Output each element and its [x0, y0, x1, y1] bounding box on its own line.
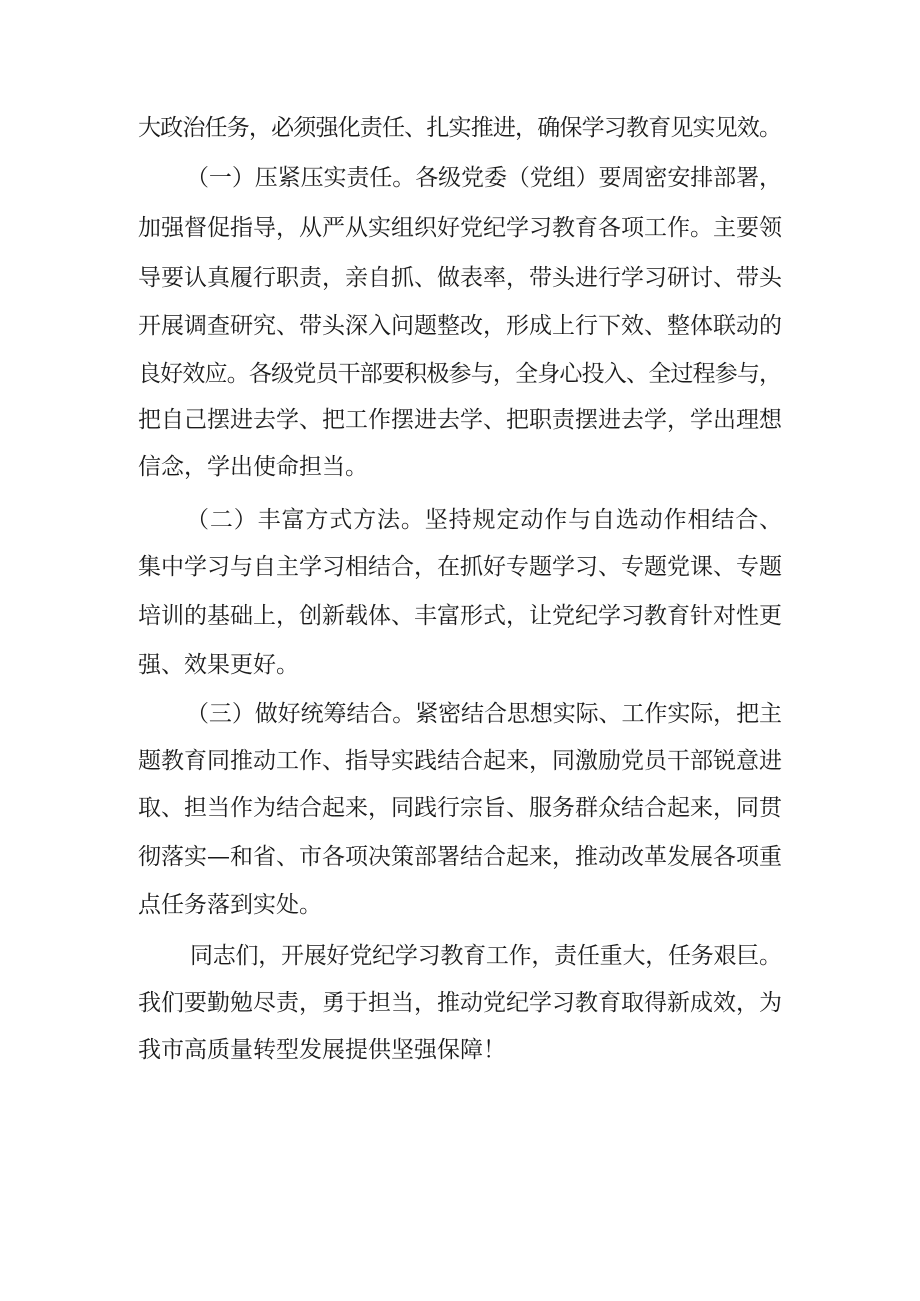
text-line-content: 把自己摆进去学、把工作摆进去学、把职责摆进去学，学出理想 — [138, 407, 782, 433]
text-line — [0, 833, 920, 881]
text-line-content: 彻落实—和省、市各项决策部署结合起来，推动改革发展各项重 — [138, 844, 782, 870]
text-line — [0, 204, 920, 252]
text-line — [0, 881, 920, 929]
text-line-content: 开展调查研究、带头深入问题整改，形成上行下效、整体联动的 — [138, 313, 782, 339]
text-line-content: 题教育同推动工作、指导实践结合起来，同激励党员干部锐意进 — [138, 748, 782, 774]
text-line-content: （三）做好统筹结合。紧密结合思想实际、工作实际，把主 — [186, 701, 782, 727]
text-line — [0, 543, 920, 591]
text-line — [0, 254, 920, 302]
text-line-content: 我们要勤勉尽责，勇于担当，推动党纪学习教育取得新成效，为 — [138, 990, 782, 1016]
text-line — [0, 979, 920, 1027]
text-line — [0, 350, 920, 398]
text-line — [0, 592, 920, 640]
text-line-content: （一）压紧压实责任。各级党委（党组）要周密安排部署， — [186, 165, 782, 191]
text-line-content: 培训的基础上，创新载体、丰富形式，让党纪学习教育针对性更 — [138, 603, 782, 629]
text-line — [0, 396, 920, 444]
text-line — [0, 443, 920, 491]
text-line — [0, 496, 920, 544]
text-line — [0, 932, 920, 980]
text-line — [0, 1026, 920, 1074]
text-line-content: 强、效果更好。 — [138, 652, 299, 678]
text-line-content: 点任务落到实处。 — [138, 892, 322, 918]
text-line — [0, 737, 920, 785]
text-line — [0, 690, 920, 738]
text-line — [0, 104, 920, 152]
text-line-content: （二）丰富方式方法。坚持规定动作与自选动作相结合、 — [186, 507, 783, 533]
text-line — [0, 784, 920, 832]
text-line-content: 导要认真履行职责，亲自抓、做表率，带头进行学习研讨、带头 — [138, 265, 782, 291]
text-line-content: 同志们，开展好党纪学习教育工作，责任重大，任务艰巨。 — [190, 943, 782, 969]
text-line-content: 取、担当作为结合起来，同践行宗旨、服务群众结合起来，同贯 — [138, 795, 782, 821]
text-line-content: 良好效应。各级党员干部要积极参与，全身心投入、全过程参与， — [138, 361, 782, 387]
text-line-content: 大政治任务，必须强化责任、扎实推进，确保学习教育见实见效。 — [138, 115, 782, 141]
text-line — [0, 641, 920, 689]
text-line-content: 加强督促指导，从严从实组织好党纪学习教育各项工作。主要领 — [138, 215, 782, 241]
text-line-content: 我市高质量转型发展提供坚强保障！ — [138, 1037, 506, 1063]
text-line-content: 信念，学出使命担当。 — [138, 454, 368, 480]
text-line-content: 集中学习与自主学习相结合，在抓好专题学习、专题党课、专题 — [138, 554, 782, 580]
text-line — [0, 302, 920, 350]
text-line — [0, 154, 920, 202]
